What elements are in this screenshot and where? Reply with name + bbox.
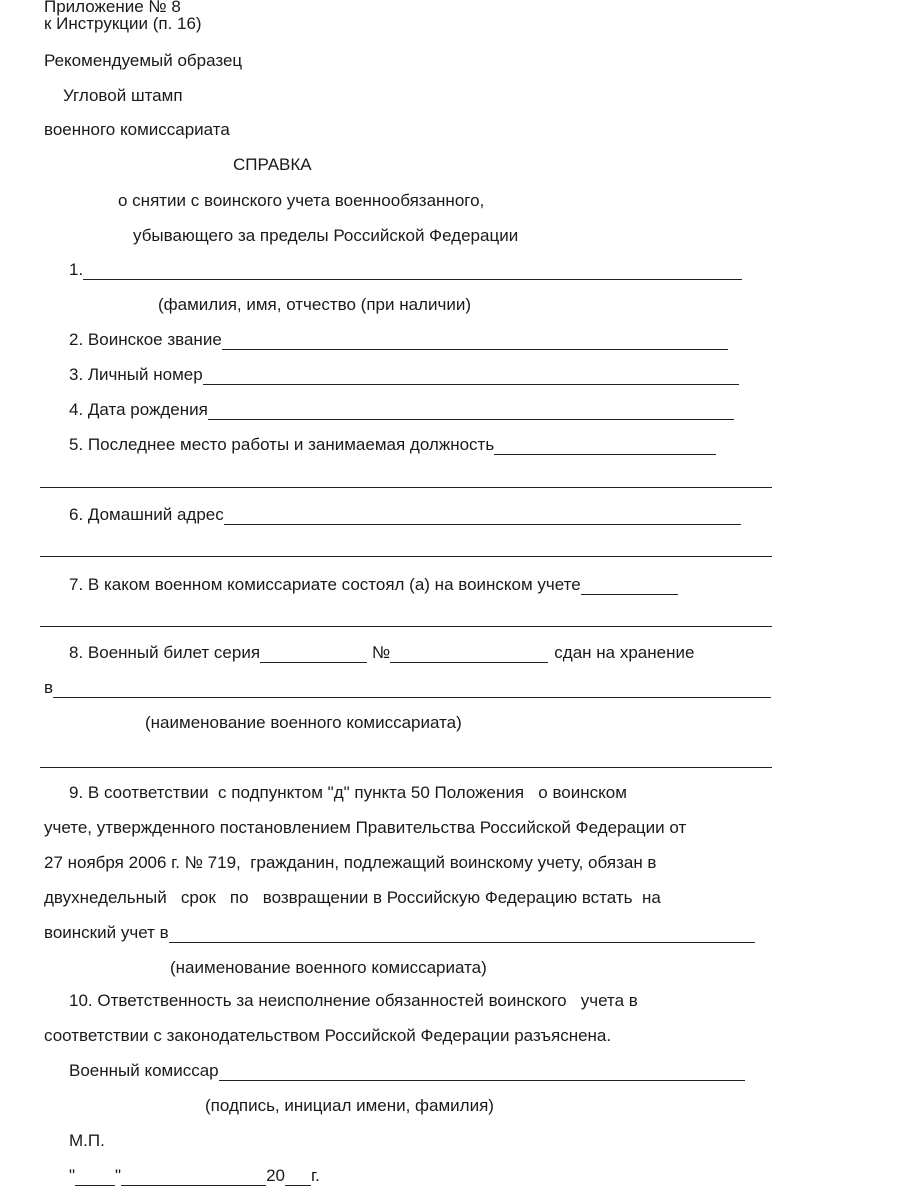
year-prefix: 20: [266, 1166, 286, 1185]
field-hint: (подпись, инициал имени, фамилия): [205, 1096, 494, 1115]
field-label: в: [44, 678, 54, 697]
field-hint: (наименование военного комиссариата): [170, 958, 487, 977]
blank-line[interactable]: [203, 368, 739, 385]
field-commissar-signature[interactable]: [69, 1061, 745, 1081]
field-label: 2. Воинское звание: [69, 330, 222, 349]
field-military-id[interactable]: [69, 643, 694, 663]
blank-line[interactable]: [219, 1064, 745, 1081]
blank-line[interactable]: [169, 926, 755, 943]
field-personal-number[interactable]: [69, 365, 739, 385]
appendix-label: Приложение № 8: [44, 0, 181, 16]
blank-line[interactable]: [581, 578, 678, 595]
field-label: Военный комиссар: [69, 1061, 219, 1080]
year-blank[interactable]: [285, 1169, 311, 1186]
field-hint: (фамилия, имя, отчество (при наличии): [158, 295, 471, 314]
field-label: 4. Дата рождения: [69, 400, 208, 419]
year-suffix: г.: [311, 1166, 320, 1185]
seal-label: М.П.: [69, 1131, 105, 1150]
document-title: СПРАВКА: [233, 155, 312, 174]
quote: ": [115, 1166, 122, 1185]
month-blank[interactable]: [121, 1169, 266, 1186]
document-subtitle-2: убывающего за пределы Российской Федерации: [133, 226, 519, 245]
number-sign: №: [372, 643, 391, 662]
para9-line: учете, утвержденного постановлением Правительства Российской Федерации от: [44, 818, 687, 837]
field-storage-commissariat[interactable]: [44, 678, 771, 698]
blank-line[interactable]: [222, 333, 728, 350]
blank-line[interactable]: [40, 626, 772, 627]
instruction-ref: к Инструкции (п. 16): [44, 14, 202, 33]
corner-stamp-label: Угловой штамп: [63, 86, 183, 105]
blank-line[interactable]: [208, 403, 734, 420]
field-military-rank[interactable]: [69, 330, 728, 350]
field-hint: (наименование военного комиссариата): [145, 713, 462, 732]
quote: ": [69, 1166, 76, 1185]
para10-line: 10. Ответственность за неисполнение обязанностей воинского учета в: [69, 991, 638, 1010]
field-label: 7. В каком военном комиссариате состоял (а) на воинском учете: [69, 575, 581, 594]
field-full-name[interactable]: [69, 260, 742, 280]
blank-line[interactable]: [83, 263, 742, 280]
corner-stamp-label-2: военного комиссариата: [44, 120, 230, 139]
blank-line[interactable]: [494, 438, 716, 455]
para10-line: соответствии с законодательством Российской Федерации разъяснена.: [44, 1026, 612, 1045]
field-label: 5. Последнее место работы и занимаемая должность: [69, 435, 495, 454]
series-blank[interactable]: [260, 646, 367, 663]
field-label: сдан на хранение: [554, 643, 695, 662]
field-previous-commissariat[interactable]: [69, 575, 678, 595]
field-home-address[interactable]: [69, 505, 741, 525]
blank-line[interactable]: [40, 556, 772, 557]
blank-line[interactable]: [224, 508, 741, 525]
para9-line: двухнедельный срок по возвращении в Российскую Федерацию встать на: [44, 888, 661, 907]
field-date[interactable]: [69, 1166, 320, 1186]
para9-line: 9. В соответствии с подпунктом "д" пункта 50 Положения о воинском: [69, 783, 627, 802]
field-birth-date[interactable]: [69, 400, 734, 420]
day-blank[interactable]: [75, 1169, 115, 1186]
blank-line[interactable]: [53, 681, 771, 698]
recommended-sample-label: Рекомендуемый образец: [44, 51, 243, 70]
field-label: 3. Личный номер: [69, 365, 203, 384]
field-label: 8. Военный билет серия: [69, 643, 261, 662]
number-blank[interactable]: [390, 646, 548, 663]
blank-line[interactable]: [40, 487, 772, 488]
blank-line[interactable]: [40, 767, 772, 768]
field-label: воинский учет в: [44, 923, 169, 942]
field-last-job[interactable]: [69, 435, 716, 455]
para9-line: 27 ноября 2006 г. № 719, гражданин, подлежащий воинскому учету, обязан в: [44, 853, 657, 872]
field-label: 6. Домашний адрес: [69, 505, 224, 524]
field-return-commissariat[interactable]: [44, 923, 755, 943]
document-subtitle-1: о снятии с воинского учета военнообязанного,: [118, 191, 485, 210]
field-label: 1.: [69, 260, 84, 279]
